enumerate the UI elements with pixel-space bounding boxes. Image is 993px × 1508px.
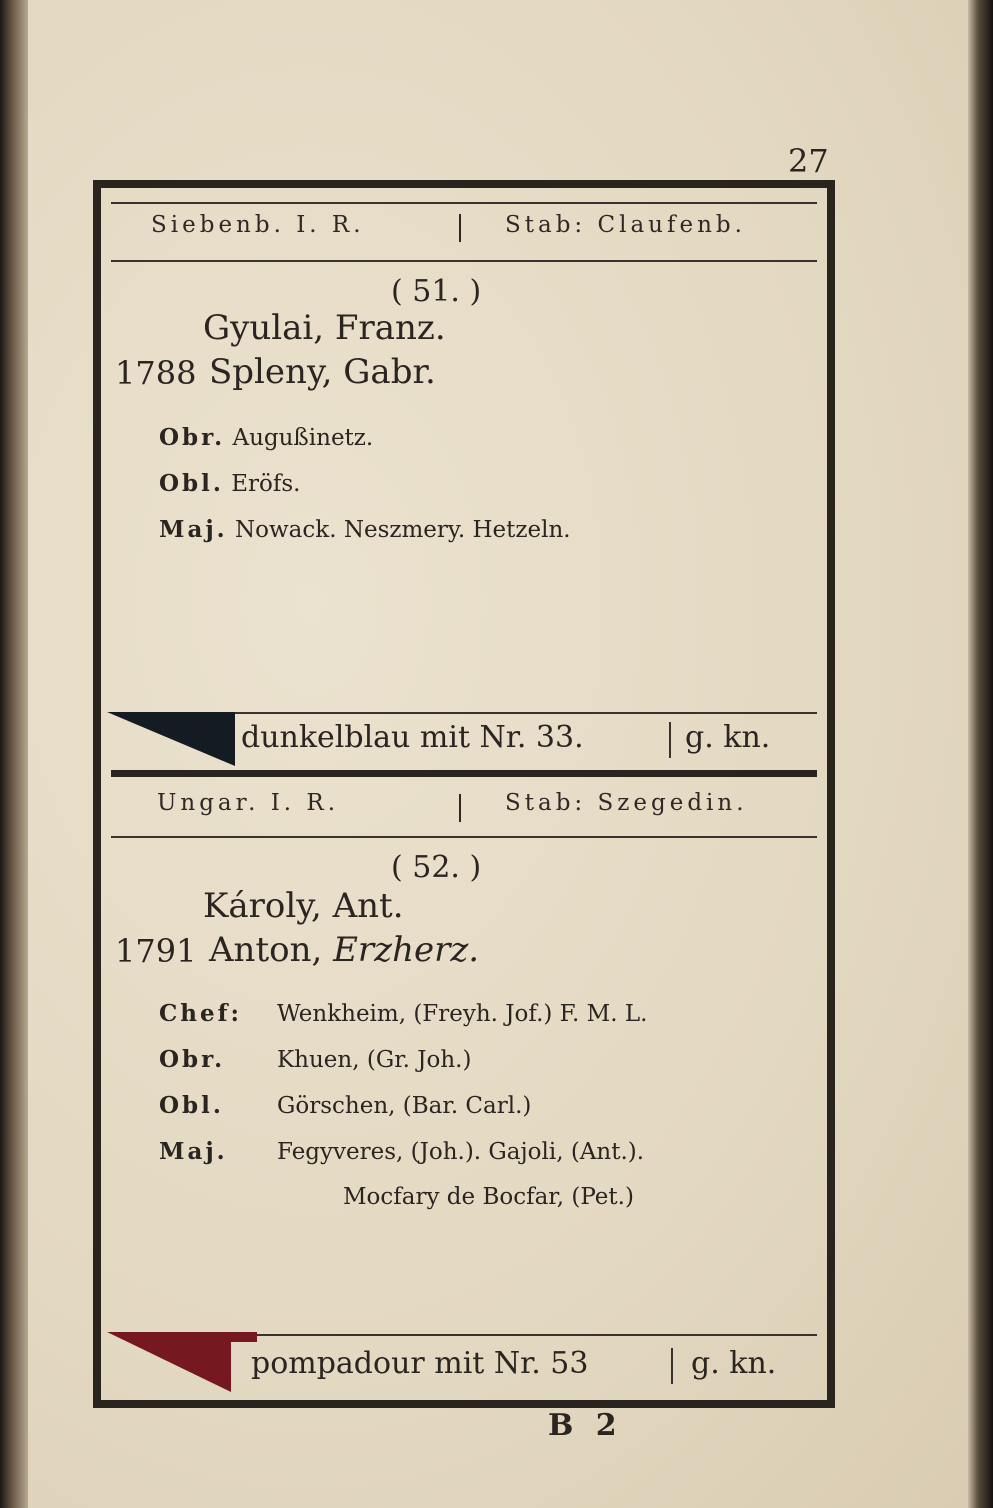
regiment-number: ( 51. ) (391, 274, 482, 309)
regiment-owner: Gyulai, Franz. (203, 308, 446, 348)
header-rule-bottom (111, 260, 817, 262)
header-separator (459, 794, 461, 822)
regiment-owner: Károly, Ant. (203, 886, 404, 926)
regiment-year: 1791 (115, 932, 197, 970)
regiment-divider (111, 770, 817, 777)
regiment-header-left: Siebenb. I. R. (151, 212, 365, 238)
officer-row (159, 1000, 647, 1027)
header-rule-bottom (111, 836, 817, 838)
button-color-text: g. kn. (691, 1346, 777, 1381)
facing-separator (669, 722, 671, 758)
regiment-number: ( 52. ) (391, 850, 482, 885)
officer-names: Mocfary de Bocfar, (Pet.) (343, 1184, 634, 1210)
flag-pennant-icon (107, 712, 235, 766)
officer-names: Fegyveres, (Joh.). Gajoli, (Ant.). (277, 1139, 645, 1165)
flag-pennant-icon (107, 1332, 257, 1392)
officer-rank: Obr. (159, 1046, 226, 1073)
officer-rank: Maj. (159, 516, 228, 543)
officer-row (159, 516, 571, 543)
officer-rank: Obl. (159, 1092, 224, 1119)
page-number: 27 (788, 142, 829, 180)
officer-rank: Chef: (159, 1000, 243, 1027)
regiment-header-right: Stab: Szegedin. (505, 790, 748, 816)
facing-color-text: dunkelblau mit Nr. 33. (241, 720, 584, 755)
officer-row (159, 424, 373, 451)
officer-names: Eröfs. (231, 471, 301, 497)
regiment-proprietor: Anton, Erzherz. (209, 930, 480, 970)
page-edge (968, 0, 993, 1508)
officer-row (159, 470, 300, 497)
facing-rule (231, 712, 817, 714)
officer-names: Görschen, (Bar. Carl.) (277, 1093, 532, 1119)
officer-names: Augußinetz. (232, 425, 374, 451)
officer-names: Nowack. Neszmery. Hetzeln. (235, 517, 571, 543)
officer-rank: Maj. (159, 1138, 228, 1165)
officer-names: Khuen, (Gr. Joh.) (277, 1047, 472, 1073)
header-separator (459, 214, 461, 242)
officer-row (159, 1092, 531, 1119)
facing-rule (251, 1334, 817, 1336)
officer-row (159, 1046, 471, 1073)
regiment-header-right: Stab: Claufenb. (505, 212, 746, 238)
officer-rank: Obr. (159, 424, 226, 451)
book-spine (0, 0, 28, 1508)
officer-row (159, 1138, 644, 1165)
regiment-frame (93, 180, 835, 1408)
regiment-year: 1788 (115, 354, 197, 392)
officer-row (159, 1184, 634, 1210)
signature-mark: B 2 (548, 1408, 623, 1443)
officer-names: Wenkheim, (Freyh. Jof.) F. M. L. (277, 1001, 648, 1027)
regiment-proprietor: Spleny, Gabr. (209, 352, 436, 392)
button-color-text: g. kn. (685, 720, 771, 755)
facing-color-text: pompadour mit Nr. 53 (251, 1346, 589, 1381)
facing-separator (671, 1348, 673, 1384)
officer-rank: Obl. (159, 470, 224, 497)
regiment-header-left: Ungar. I. R. (157, 790, 340, 816)
header-rule-top (111, 202, 817, 204)
